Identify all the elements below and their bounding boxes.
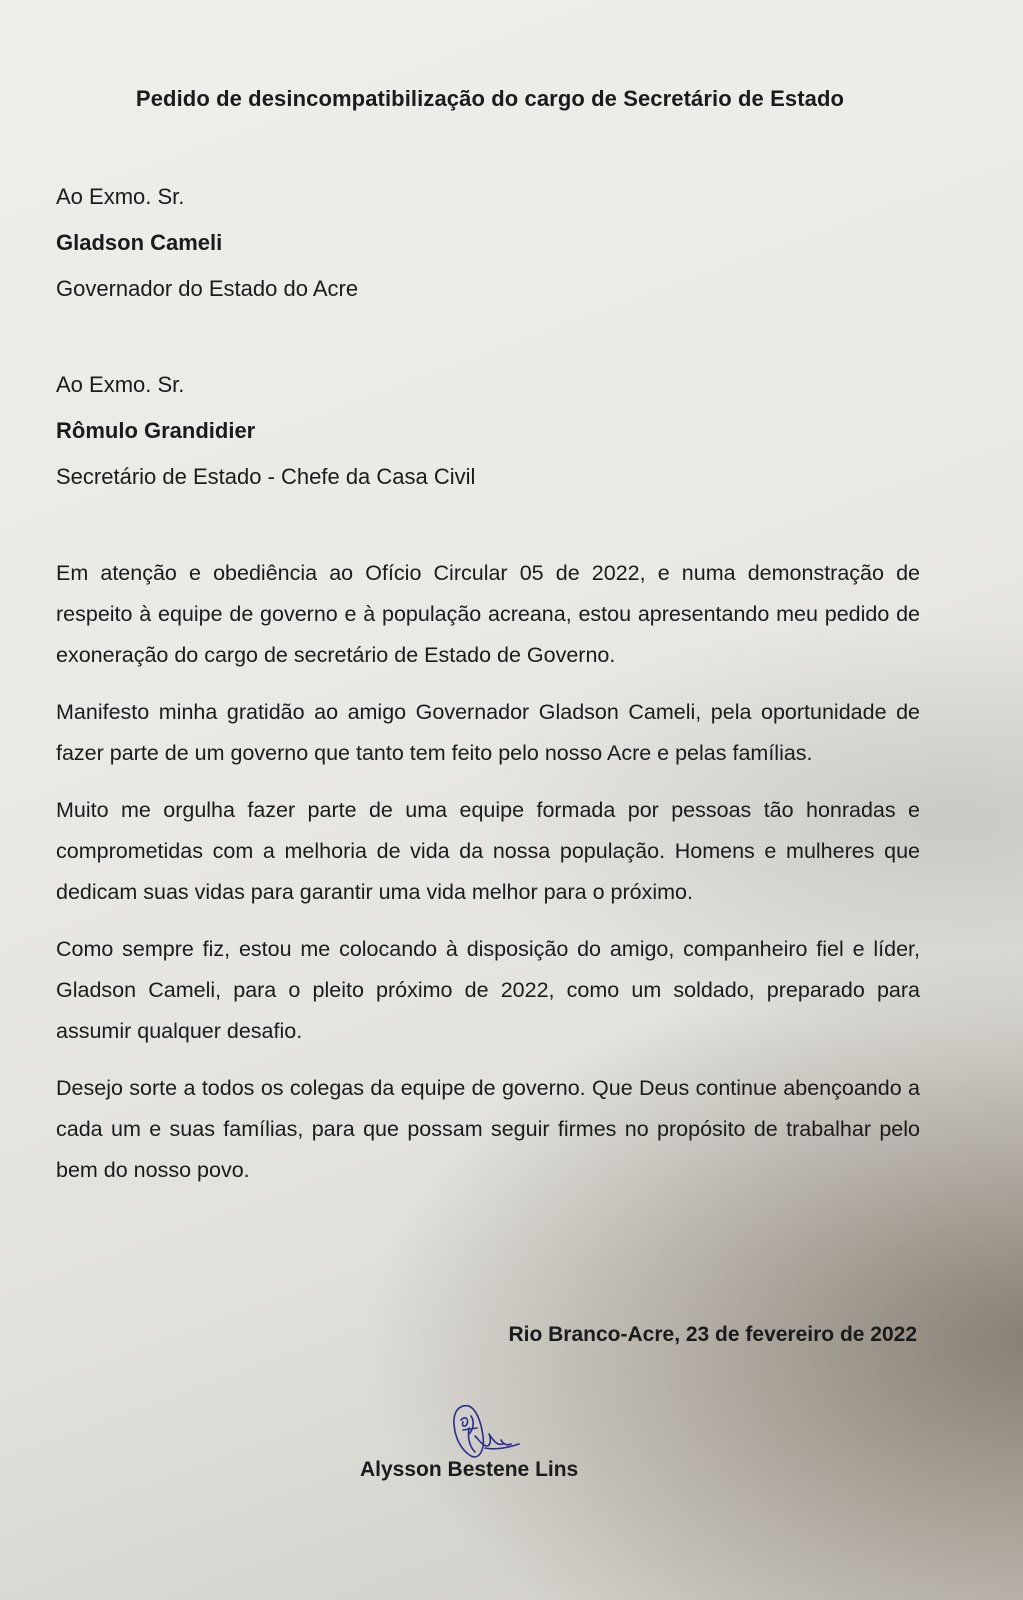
- place-date: Rio Branco-Acre, 23 de fevereiro de 2022: [508, 1323, 917, 1346]
- body-paragraph: Em atenção e obediência ao Ofício Circular 05 de 2022, e numa demonstração de respeito à equipe de governo e à população acreana, estou apresentando meu pedido de exoneração do cargo de secretário de Estado de Governo.: [56, 561, 920, 667]
- salutation: Ao Exmo. Sr.: [56, 372, 185, 397]
- body-paragraph: Manifesto minha gratidão ao amigo Governador Gladson Cameli, pela oportunidade de fazer parte de um governo que tanto tem feito pelo nosso Acre e pelas famílias.: [56, 700, 920, 765]
- addressee-name: Rômulo Grandidier: [56, 418, 256, 443]
- salutation: Ao Exmo. Sr.: [56, 184, 185, 209]
- addressee-role: Governador do Estado do Acre: [56, 276, 359, 301]
- body-paragraph: Desejo sorte a todos os colegas da equipe de governo. Que Deus continue abençoando a cada um e suas famílias, para que possam seguir firmes no propósito de trabalhar pelo bem do nosso povo.: [56, 1076, 920, 1182]
- addressee-block-2: [56, 362, 475, 500]
- addressee-name: Gladson Cameli: [56, 230, 223, 255]
- signature-block: [360, 1400, 660, 1500]
- signer-name: Alysson Bestene Lins: [360, 1458, 579, 1481]
- body-paragraph: Como sempre fiz, estou me colocando à disposição do amigo, companheiro fiel e líder, Gladson Cameli, para o pleito próximo de 2022, como um soldado, preparado para assumir qualquer desafio.: [56, 937, 920, 1043]
- addressee-role: Secretário de Estado - Chefe da Casa Civil: [56, 464, 476, 489]
- body-paragraph: Muito me orgulha fazer parte de uma equipe formada por pessoas tão honradas e comprometidas com a melhoria de vida da nossa população. Homens e mulheres que dedicam suas vidas para garantir uma vida melhor para o próximo.: [56, 798, 920, 904]
- letter-title: Pedido de desincompatibilização do cargo de Secretário de Estado: [135, 86, 845, 111]
- addressee-block-1: [56, 174, 358, 312]
- letter-body: [56, 553, 920, 1207]
